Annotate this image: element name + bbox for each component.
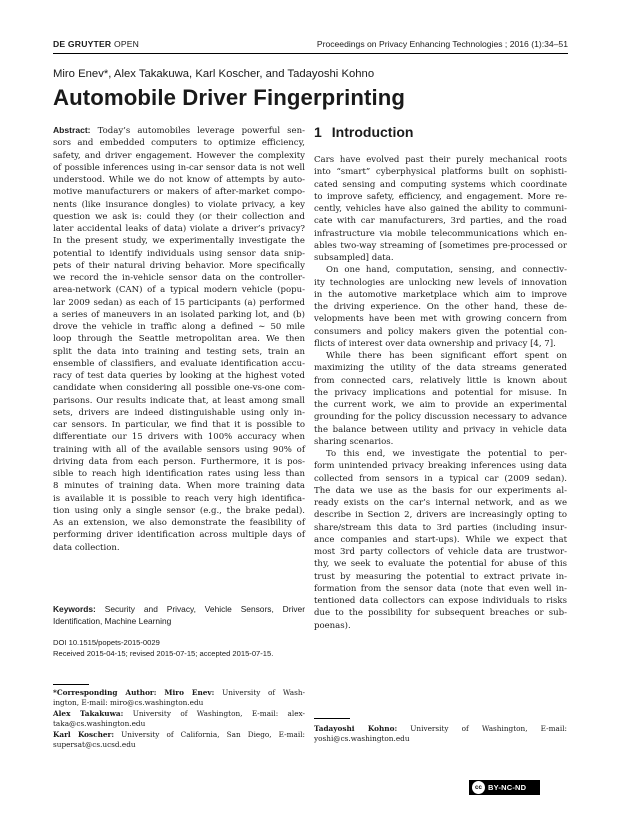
intro-line: formation from the sensor data (note that even well in- — [314, 583, 567, 594]
abstract-line: performing driver identification across multiple days of — [53, 530, 305, 541]
intro-line: poenas). — [314, 620, 351, 631]
abstract-line: potential to identify individuals using sensor data snip- — [53, 248, 305, 259]
abstract-line: drove the vehicle in traffic along a defined ∼ 50 mile — [53, 322, 305, 332]
intro-line: ance companies and start-ups). While we expect that — [314, 534, 567, 545]
abstract-line: racy of test data queries by looking at the highest voted — [53, 371, 305, 381]
abstract — [53, 124, 305, 554]
intro-line: trust by measuring the potential to extract private in- — [314, 571, 567, 582]
page-header — [53, 39, 568, 51]
abstract-line: split the data into training and testing sets, train an — [53, 346, 305, 357]
footnote-text: University of Washington, E-mail: — [410, 724, 567, 733]
author-footnote-kohno — [314, 724, 567, 745]
intro-line: sharing scenarios. — [314, 436, 394, 447]
paper-title: Automobile Driver Fingerprinting — [53, 85, 406, 110]
header-rule — [53, 53, 568, 54]
keywords-label: Keywords: — [53, 604, 96, 614]
abstract-line: question we ask is: could they (or their collection and — [53, 211, 305, 222]
footnote-rule — [314, 718, 350, 719]
author-list: Miro Enev*, Alex Takakuwa, Karl Koscher, and Tadayoshi Kohno — [53, 68, 375, 80]
intro-line: To this end, we investigate the potential to per- — [326, 449, 567, 459]
section-heading — [314, 124, 413, 140]
abstract-line: later accidental leaks of data) violate a driver’s privacy? — [53, 224, 305, 234]
cc-license-badge[interactable] — [469, 780, 540, 795]
footnote-label: Tadayoshi Kohno: — [314, 724, 398, 733]
journal-citation: Proceedings on Privacy Enhancing Technologies ; 2016 (1):34–51 — [316, 39, 568, 49]
doi: DOI 10.1515/popets-2015-0029 — [53, 638, 160, 647]
intro-line: the balance between utility and privacy in vehicle data — [314, 424, 567, 435]
publisher-name — [53, 39, 139, 49]
intro-line: flicts of interest over data ownership and privacy [4, 7]. — [314, 338, 556, 349]
abstract-line: sors and embedded computers to optimize efficiency, — [53, 138, 305, 149]
footnote-text: University of Washington, E-mail: alex- — [132, 708, 305, 718]
abstract-line — [53, 124, 305, 137]
doi-block — [53, 637, 305, 659]
intro-line: subsampled] data. — [314, 253, 394, 263]
intro-line: form unintended privacy breaking inferences using data — [314, 461, 567, 472]
abstract-line: tion using only a single sensor (e.g., the brake pedal). — [53, 505, 305, 516]
abstract-line: nents (like insurance dongles) to violate privacy, a key — [53, 199, 305, 210]
footnote-text: University of Wash- — [222, 688, 305, 697]
abstract-line: data collection. — [53, 542, 120, 553]
abstract-line: differentiate our 15 drivers with 100% accuracy when — [53, 432, 305, 443]
received-dates: Received 2015-04-15; revised 2015-07-15; accepted 2015-07-15. — [53, 649, 274, 658]
license-label: BY-NC-ND — [488, 783, 527, 792]
footnote-line — [53, 730, 305, 740]
footnote-line: taka@cs.washington.edu — [53, 719, 146, 729]
keywords-text: Security and Privacy, Vehicle Sensors, Driver — [104, 604, 305, 614]
intro-line: ready exists on the car’s internal network, and as we — [314, 498, 567, 508]
intro-line: Cars have evolved past their purely mechanical roots — [314, 155, 567, 165]
intro-line: tentioned data collectors can expose individuals to risks — [314, 596, 567, 606]
intro-line: share/stream this data to 3rd parties (including insur- — [314, 522, 567, 533]
footnote-line: supersat@cs.ucsd.edu — [53, 740, 136, 750]
intro-line: describe in Section 2, drivers are increasingly opting to — [314, 510, 567, 521]
intro-line: the driving experience. On the other hand, these de- — [314, 302, 567, 312]
intro-line: consumers and policy makers given the potential con- — [314, 326, 567, 337]
abstract-line: motive manufacturers or makers of after-market compo- — [53, 187, 305, 198]
abstract-line: training with all of the available sensors using 90% of — [53, 444, 305, 455]
keywords-line: Identification, Machine Learning — [53, 615, 172, 626]
intro-line: the current work, we aim to provide an experimental — [314, 400, 567, 410]
abstract-line: ensemble of classifiers, and evaluate identification accu- — [53, 358, 305, 369]
abstract-line: is available it is possible to reach very high identifica- — [53, 493, 305, 504]
abstract-line: a series of maneuvers in an isolated parking lot, and (b) — [53, 309, 305, 320]
intro-line: into “smart” cyberphysical platforms built on sophisti- — [314, 167, 567, 178]
abstract-line: area-network (CAN) of a typical modern vehicle (popu- — [53, 285, 305, 296]
intro-line: to improve safety, efficiency, and engagement. More re- — [314, 191, 567, 202]
section-number: 1 — [314, 124, 322, 140]
introduction-body — [314, 154, 567, 632]
footnote-line: ington, E-mail: miro@cs.washington.edu — [53, 698, 204, 708]
intro-line: velopments have been met with growing concern from — [314, 314, 567, 325]
abstract-line: parisons. Our results indicate that, at least among small — [53, 395, 305, 406]
abstract-line: 8 minutes of training data. When more training data — [53, 481, 305, 492]
abstract-label: Abstract: — [53, 125, 91, 135]
publisher-open: OPEN — [113, 39, 140, 49]
abstract-line: driving data from each person. Furthermore, it is pos- — [53, 456, 305, 467]
abstract-text: Today’s automobiles leverage powerful sen- — [97, 126, 305, 136]
intro-line: ables two-way streaming of [sometimes pre-processed or — [314, 240, 567, 251]
abstract-line: candidate when considering all possible one-vs-one com- — [53, 383, 305, 394]
footnote-rule — [53, 684, 89, 685]
intro-line: ity technologies are unlocking new levels of innovation — [314, 277, 567, 288]
creative-commons-icon: cc — [472, 781, 485, 794]
keywords-line — [53, 604, 305, 616]
keywords — [53, 604, 305, 627]
abstract-line: As an extension, we also demonstrate the feasibility of — [53, 518, 305, 528]
footnote-text: University of California, San Diego, E-mail: — [121, 729, 305, 739]
intro-line: The data we use as the basis for our experiments al- — [314, 485, 567, 496]
intro-line: maximizing the utility of the data streams generated — [314, 363, 567, 374]
footnote-label: *Corresponding Author: Miro Enev: — [53, 688, 215, 697]
abstract-line: loop through the Seattle metropolitan area. We then — [53, 334, 305, 345]
intro-line: collected from sensors in a typical car (2009 sedan). — [314, 473, 567, 484]
intro-line: cated sensing and computing systems which coordinate — [314, 179, 567, 190]
intro-line: grounding for the policy discussion necessary to advance — [314, 412, 567, 423]
abstract-line: car sensors. In particular, we find that it is possible to — [53, 420, 305, 430]
footnote-line — [53, 688, 305, 698]
author-footnotes — [53, 688, 305, 750]
abstract-line: of possible inferences using in-car sensor data is not well — [53, 162, 305, 173]
section-title: Introduction — [331, 124, 414, 140]
intro-line: cently, vehicles have also gained the ability to communi- — [314, 204, 567, 214]
footnote-label: Karl Koscher: — [53, 729, 115, 739]
intro-line: thy, we seek to evaluate the potential for abuse of this — [314, 559, 567, 570]
publisher-bold: DE GRUYTER — [53, 39, 112, 49]
footnote-line — [314, 724, 567, 734]
intro-line: cate with car manufacturers, 3rd parties, and the road — [314, 216, 567, 227]
intro-line: the privacy implications and potential for misuse. In — [314, 387, 567, 398]
intro-line: While there has been significant effort spent on — [326, 351, 567, 361]
abstract-line: safety, and driver engagement. However the complexity — [53, 150, 305, 161]
abstract-line: we record the in-vehicle sensor data on the controller- — [53, 273, 305, 283]
abstract-line: sets, drivers are indeed distinguishable using only in- — [53, 407, 305, 418]
abstract-line: pets of their natural driving behavior. More specifically — [53, 260, 305, 271]
abstract-line: understood. While we do not know of attempts by auto- — [53, 175, 305, 185]
intro-line: On one hand, computation, sensing, and connectiv- — [326, 265, 567, 276]
intro-line: in the automotive marketplace which aim to improve — [314, 289, 567, 300]
footnote-line: yoshi@cs.washington.edu — [314, 734, 410, 744]
intro-line: infrastructure via mobile telecommunications which en- — [314, 228, 567, 239]
intro-line: due to the possibility for subsequent breaches or sub- — [314, 608, 567, 619]
footnote-line — [53, 709, 305, 719]
abstract-line: lar 2009 sedan) as each of 15 participants (a) performed — [53, 297, 305, 308]
intro-line: from connected cars, relatively little is known about — [314, 375, 567, 386]
intro-line: most 3rd party collectors of vehicle data are trustwor- — [314, 547, 567, 557]
abstract-line: sible to reach high identification rates using less than — [53, 469, 305, 479]
abstract-line: In the present study, we experimentally investigate the — [53, 236, 305, 247]
footnote-label: Alex Takakuwa: — [53, 708, 124, 718]
